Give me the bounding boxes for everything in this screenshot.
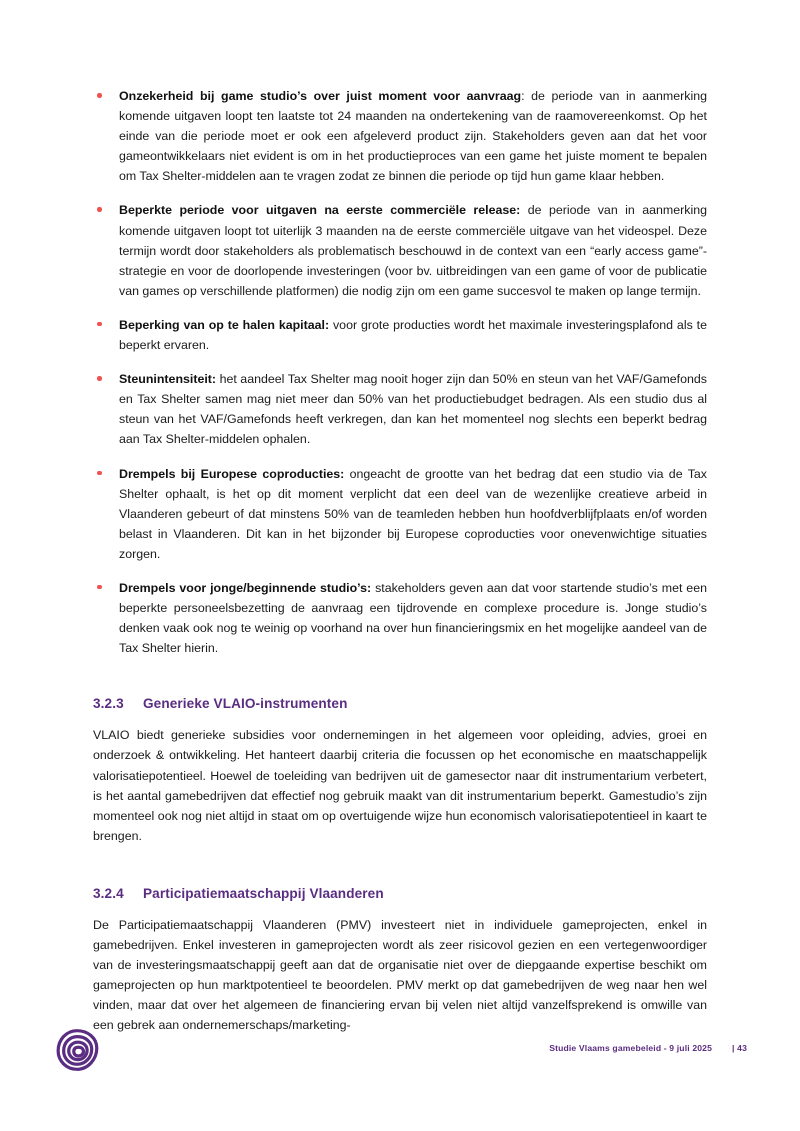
list-item (93, 315, 707, 355)
page-footer (0, 1021, 800, 1131)
bullet-dot-icon (97, 471, 102, 476)
list-item-body: ongeacht de grootte van het bedrag dat een studio via de Tax Shelter ophaalt, is het op dit moment verplicht dat een deel van de wezenlijke creatieve arbeid in Vlaanderen gebeurt of dat minstens 50% van de teamleden hebben hun hoofdverblijfplaats en/of worden belast in Vlaanderen. Dit kan in het bijzonder bij Europese coproducties voor onevenwichtige situaties zorgen. (119, 466, 707, 561)
list-item-body: de periode van in aanmerking komende uitgaven loopt ten laatste tot 24 maanden na ondertekening van de raamovereenkomst. Op het einde van die periode moet er ook een afgeleverd product zijn. Stakeholders geven aan dat het voor gameontwikkelaars niet evident is om in het productieproces van een game het juiste moment te bepalen om Tax Shelter-middelen aan te vragen zodat ze binnen die periode op tijd hun game klaar hebben. (119, 89, 707, 184)
page-content (93, 86, 707, 1048)
list-item-body: voor grote producties wordt het maximale investeringsplafond als te beperkt ervaren. (119, 317, 707, 353)
section-heading-3-2-4 (93, 886, 707, 901)
list-item (93, 578, 707, 658)
section-number: 3.2.3 (93, 696, 124, 712)
bullet-dot-icon (97, 376, 102, 381)
tax-shelter-issues-list (93, 86, 707, 658)
list-item (93, 464, 707, 564)
list-item (93, 200, 707, 300)
list-item-lead: Drempels bij Europese coproducties: (119, 466, 345, 481)
section-paragraph-3-2-4: De Participatiemaatschappij Vlaanderen (PMV) investeert niet in individuele gameprojecten, enkel in gamebedrijven. Enkel investeren in gameprojecten wordt als zeer risicovol gezien en een vertegenwoordiger van de investeringsmaatschappij geeft aan dat de organisatie niet over de diepgaande expertise beschikt om gameprojecten op hun marktpotentieel te beoordelen. PMV merkt op dat gamebedrijven de weg naar hen wel vinden, maar dat over het algemeen de financiering ervan bij velen niet altijd vanzelfsprekend is omwille van een gebrek aan ondernemerschaps/marketing- (93, 917, 707, 1033)
list-item-lead: Drempels voor jonge/beginnende studio’s: (119, 580, 372, 595)
list-item-lead: Onzekerheid bij game studio’s over juist moment voor aanvraag (119, 89, 522, 103)
section-paragraph-3-2-3: VLAIO biedt generieke subsidies voor ondernemingen in het algemeen voor opleiding, advies, groei en onderzoek & ontwikkeling. Het hanteert daarbij criteria die focussen op het economische en maatschappelijk valorisatiepotentieel. Hoewel de toeleiding van bedrijven uit de gamesector naar dit instrumentarium verbetert, is het aantal gamebedrijven dat effectief nog gebruik maakt van dit instrumentarium beperkt. Gamestudio’s zijn momenteel ook nog niet altijd in staat om op overtuigende wijze hun economisch valorisatiepotentieel in kaart te brengen. (93, 728, 707, 843)
footer-meta (549, 1043, 747, 1053)
list-item-separator (520, 203, 527, 217)
list-item-separator: : (521, 89, 532, 103)
list-item (93, 369, 707, 449)
bullet-dot-icon (97, 93, 102, 98)
footer-page-number: | 43 (732, 1043, 747, 1053)
section-title: Generieke VLAIO-instrumenten (143, 696, 348, 712)
list-item (93, 86, 707, 186)
bullet-dot-icon (97, 207, 102, 212)
list-item-body: stakeholders geven aan dat voor startende studio’s met een beperkte personeelsbezetting de aanvraag een tijdrovende en complexe procedure is. Jonge studio’s denken vaak ook nog te weinig op voorhand na over hun financieringsmix en het mogelijke aandeel van de Tax Shelter hierin. (119, 580, 707, 656)
nested-blob-spiral-logo-icon (54, 1027, 100, 1073)
list-item-lead: Steunintensiteit: (119, 372, 217, 387)
bullet-dot-icon (97, 322, 102, 327)
section-heading-3-2-3 (93, 696, 707, 711)
list-item-lead: Beperkte periode voor uitgaven na eerste commerciële release: (119, 203, 521, 218)
section-title: Participatiemaatschappij Vlaanderen (143, 885, 384, 901)
bullet-dot-icon (97, 585, 102, 590)
list-item-lead: Beperking van op te halen kapitaal: (119, 317, 330, 332)
section-number: 3.2.4 (93, 885, 124, 901)
footer-source-label: Studie Vlaams gamebeleid - 9 juli 2025 (549, 1043, 713, 1053)
list-item-body: het aandeel Tax Shelter mag nooit hoger zijn dan 50% en steun van het VAF/Gamefonds en Tax Shelter samen mag niet meer dan 50% van het productiebudget bedragen. Als een studio dus al steun van het VAF/Gamefonds heeft verkregen, dan kan het momenteel nog slechts een beperkt bedrag aan Tax Shelter-middelen ophalen. (119, 372, 707, 447)
list-item-body: de periode van in aanmerking komende uitgaven loopt tot uiterlijk 3 maanden na de eerste commerciële uitgave van het videospel. Deze termijn wordt door stakeholders als problematisch beschouwd in de context van een “early access game”-strategie en voor de doorlopende investeringen (voor bv. uitbreidingen van een game of voor de publicatie van games op verschillende platformen) die nodig zijn om een game succesvol te maken op lange termijn. (119, 203, 707, 298)
